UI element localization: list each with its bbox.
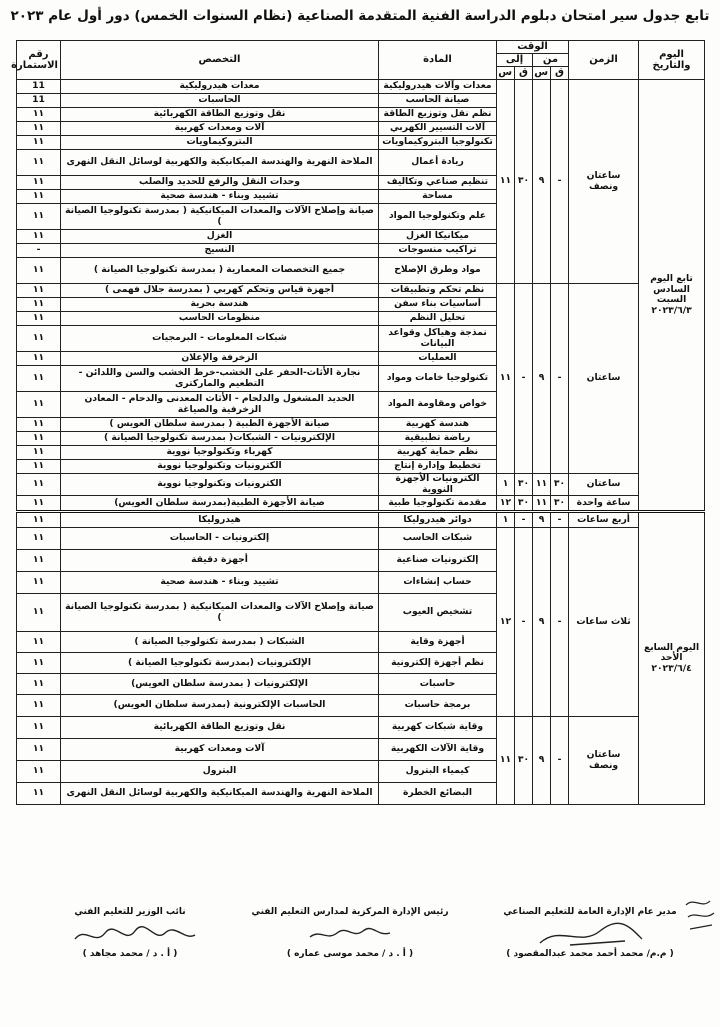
table-row (17, 717, 705, 739)
subject-cell: تنظيم صناعي وتكاليف (379, 176, 497, 190)
subject-cell: نظم نقل وتوزيع الطاقة (379, 108, 497, 122)
form-number-cell: ١١ (17, 474, 61, 496)
signature-title: نائب الوزير للتعليم الفني (74, 907, 186, 917)
subject-cell: أجهزة وقاية (379, 632, 497, 653)
form-number-cell: ١١ (17, 392, 61, 418)
signature-block-deputy-minister (40, 907, 220, 959)
duration-cell: ساعتان ونصف (569, 80, 639, 284)
form-number-cell: ١١ (17, 761, 61, 783)
form-number-cell: ١١ (17, 230, 61, 244)
spec-cell: إلكترونيات - الحاسبات (61, 528, 379, 550)
header-form-number: رقم الاستمارة (17, 41, 61, 80)
spec-cell: منظومات الحاسب (61, 312, 379, 326)
from-s-cell: ٩ (533, 512, 551, 528)
form-number-cell: ١١ (17, 150, 61, 176)
duration-cell: ساعتان (569, 284, 639, 474)
duration-cell: ساعة واحدة (569, 496, 639, 512)
header-duration: الزمن (569, 41, 639, 80)
to-s-cell: ١١ (497, 717, 515, 805)
header-from-s: س (533, 67, 551, 80)
from-s-cell: ٩ (533, 80, 551, 284)
subject-cell: دوائر هيدروليكا (379, 512, 497, 528)
subject-cell: ريادة أعمال (379, 150, 497, 176)
from-s-cell: ٩ (533, 284, 551, 474)
from-s-cell: ١١ (533, 474, 551, 496)
form-number-cell: - (17, 244, 61, 258)
header-specialization: التخصص (61, 41, 379, 80)
subject-cell: الكترونيات الأجهزة النووية (379, 474, 497, 496)
signature-block-central-admin (250, 907, 450, 959)
spec-cell: الإلكترونيات - الشبكات( بمدرسة تكنولوجيا الصيانة ) (61, 432, 379, 446)
header-day: اليوم والتاريخ (639, 41, 705, 80)
header-to-q: ق (515, 67, 533, 80)
form-number-cell: ١١ (17, 326, 61, 352)
handwritten-signature-icon (530, 917, 650, 951)
spec-cell: الكترونيات وتكنولوجيا نووية (61, 474, 379, 496)
form-number-cell: ١١ (17, 258, 61, 284)
subject-cell: مساحة (379, 190, 497, 204)
from-q-cell: ٣٠ (551, 474, 569, 496)
spec-cell: صيانة وإصلاح الآلات والمعدات الميكانيكية ( بمدرسة تكنولوجيا الصيانة ) (61, 594, 379, 632)
spec-cell: وحدات النقل والرفع للحديد والصلب (61, 176, 379, 190)
to-q-cell: - (515, 284, 533, 474)
exam-schedule-table (11, 40, 705, 805)
signature-name: ( أ . د / محمد موسى عماره ) (286, 949, 414, 959)
spec-cell: أجهزة دقيقة (61, 550, 379, 572)
spec-cell: أجهزة قياس وتحكم كهربي ( بمدرسة جلال فهمى ) (61, 284, 379, 298)
to-q-cell: ٣٠ (515, 474, 533, 496)
table-row (17, 284, 705, 298)
form-number-cell: ١١ (17, 739, 61, 761)
spec-cell: الملاحة النهرية والهندسة الميكانيكية والكهربية لوسائل النقل النهرى (61, 150, 379, 176)
signature-name: ( أ . د / محمد مجاهد ) (82, 949, 178, 959)
spec-cell: الملاحة النهرية والهندسة الميكانيكية والكهربية لوسائل النقل النهرى (61, 783, 379, 805)
subject-cell: مواد وطرق الإصلاح (379, 258, 497, 284)
subject-cell: شبكات الحاسب (379, 528, 497, 550)
spec-cell: آلات ومعدات كهربية (61, 739, 379, 761)
subject-cell: مقدمة تكنولوجيا طبية (379, 496, 497, 512)
form-number-cell: ١١ (17, 366, 61, 392)
to-s-cell: ١٢ (497, 528, 515, 717)
form-number-cell: ١١ (17, 460, 61, 474)
form-number-cell: ١١ (17, 674, 61, 695)
to-q-cell: - (515, 512, 533, 528)
subject-cell: العمليات (379, 352, 497, 366)
signatures-area (0, 905, 720, 1015)
form-number-cell: ١١ (17, 108, 61, 122)
form-number-cell: ١١ (17, 572, 61, 594)
page-title: تابع جدول سير امتحان دبلوم الدراسة الفنية المتقدمة الصناعية (نظام السنوات الخمس) دور أول عام ٢٠٢٣ (10, 8, 710, 24)
form-number-cell: ١١ (17, 312, 61, 326)
signature-title: مدير عام الإدارة العامة للتعليم الصناعي (503, 907, 677, 917)
subject-cell: أساسيات بناء سفن (379, 298, 497, 312)
day-cell: تابع اليوم السادس السبت ٢٠٢٣/٦/٣ (639, 80, 705, 512)
form-number-cell: 11 (17, 80, 61, 94)
header-from-q: ق (551, 67, 569, 80)
subject-cell: نظم أجهزة إلكترونية (379, 653, 497, 674)
to-q-cell: ٣٠ (515, 80, 533, 284)
header-to: إلى (497, 54, 533, 67)
to-q-cell: ٣٠ (515, 496, 533, 512)
form-number-cell: ١١ (17, 204, 61, 230)
duration-cell: ساعتان ونصف (569, 717, 639, 805)
subject-cell: رياضة تطبيقية (379, 432, 497, 446)
to-q-cell: - (515, 528, 533, 717)
subject-cell: تكنولوجيا البتروكيماويات (379, 136, 497, 150)
spec-cell: نقل وتوزيع الطاقة الكهربائية (61, 108, 379, 122)
spec-cell: معدات هيدروليكية (61, 80, 379, 94)
header-subject: المادة (379, 41, 497, 80)
header-to-s: س (497, 67, 515, 80)
subject-cell: صيانة الحاسب (379, 94, 497, 108)
subject-cell: نظم حماية كهربية (379, 446, 497, 460)
from-s-cell: ٩ (533, 717, 551, 805)
spec-cell: الإلكترونيات (بمدرسة تكنولوجيا الصيانة ) (61, 653, 379, 674)
to-s-cell: ١٢ (497, 496, 515, 512)
handwritten-signature-icon (70, 921, 200, 949)
subject-cell: هندسة كهربية (379, 418, 497, 432)
spec-cell: الحاسبات الإلكترونية (بمدرسة سلطان العويس) (61, 695, 379, 717)
subject-cell: تراكيب منسوجات (379, 244, 497, 258)
spec-cell: البتروكيماويات (61, 136, 379, 150)
from-q-cell: - (551, 284, 569, 474)
spec-cell: تشييد وبناء - هندسة صحية (61, 190, 379, 204)
from-q-cell: - (551, 512, 569, 528)
subject-cell: حاسبات (379, 674, 497, 695)
spec-cell: صيانة الأجهزة الطبية ( بمدرسة سلطان العويس ) (61, 418, 379, 432)
form-number-cell: ١١ (17, 594, 61, 632)
spec-cell: هيدروليكا (61, 512, 379, 528)
form-number-cell: ١١ (17, 176, 61, 190)
subject-cell: وقاية شبكات كهربية (379, 717, 497, 739)
subject-cell: ميكانيكا الغزل (379, 230, 497, 244)
spec-cell: صيانة وإصلاح الآلات والمعدات الميكانيكية ( بمدرسة تكنولوجيا الصيانة ) (61, 204, 379, 230)
spec-cell: تشييد وبناء - هندسة صحية (61, 572, 379, 594)
signature-title: رئيس الإدارة المركزية لمدارس التعليم الفني (251, 907, 449, 917)
from-s-cell: ١١ (533, 496, 551, 512)
spec-cell: الإلكترونيات ( بمدرسة سلطان العويس) (61, 674, 379, 695)
duration-cell: أربع ساعات (569, 512, 639, 528)
form-number-cell: 11 (17, 94, 61, 108)
spec-cell: آلات ومعدات كهربية (61, 122, 379, 136)
subject-cell: وقاية الآلات الكهربية (379, 739, 497, 761)
to-s-cell: ١١ (497, 284, 515, 474)
spec-cell: شبكات المعلومات - البرمجيات (61, 326, 379, 352)
subject-cell: تحليل النظم (379, 312, 497, 326)
form-number-cell: ١١ (17, 528, 61, 550)
subject-cell: إلكترونيات صناعية (379, 550, 497, 572)
table-row (17, 512, 705, 528)
subject-cell: تشخيص العيوب (379, 594, 497, 632)
form-number-cell: ١١ (17, 632, 61, 653)
form-number-cell: ١١ (17, 432, 61, 446)
to-s-cell: ١١ (497, 80, 515, 284)
spec-cell: نقل وتوزيع الطاقة الكهربائية (61, 717, 379, 739)
subject-cell: تكنولوجيا خامات ومواد (379, 366, 497, 392)
subject-cell: آلات التسيير الكهربي (379, 122, 497, 136)
table-row (17, 496, 705, 512)
duration-cell: ثلاث ساعات (569, 528, 639, 717)
form-number-cell: ١١ (17, 496, 61, 512)
margin-handwriting-icon (682, 895, 718, 935)
form-number-cell: ١١ (17, 352, 61, 366)
table-row (17, 474, 705, 496)
signature-block-general-director (490, 907, 690, 959)
subject-cell: تخطيط وإدارة إنتاج (379, 460, 497, 474)
header-from: من (533, 54, 569, 67)
subject-cell: خواص ومقاومة المواد (379, 392, 497, 418)
spec-cell: كهرباء وتكنولوجيا نووية (61, 446, 379, 460)
form-number-cell: ١١ (17, 446, 61, 460)
subject-cell: نمذجة وهياكل وقواعد البيانات (379, 326, 497, 352)
subject-cell: حساب إنشاءات (379, 572, 497, 594)
spec-cell: الحاسبات (61, 94, 379, 108)
day-cell: اليوم السابع الأحد ٢٠٢٣/٦/٤ (639, 512, 705, 805)
duration-cell: ساعتان (569, 474, 639, 496)
subject-cell: برمجة حاسبات (379, 695, 497, 717)
form-number-cell: ١١ (17, 653, 61, 674)
handwritten-signature-icon (305, 921, 395, 947)
table-row (17, 528, 705, 550)
subject-cell: نظم تحكم وتطبيقات (379, 284, 497, 298)
form-number-cell: ١١ (17, 550, 61, 572)
form-number-cell: ١١ (17, 717, 61, 739)
form-number-cell: ١١ (17, 783, 61, 805)
spec-cell: هندسة بحرية (61, 298, 379, 312)
table-row (17, 80, 705, 94)
to-s-cell: ١ (497, 512, 515, 528)
from-q-cell: - (551, 717, 569, 805)
form-number-cell: ١١ (17, 512, 61, 528)
spec-cell: نجارة الأثاث-الحفر على الخشب-خرط الخشب والسن واللدائن - التطعيم والماركترى (61, 366, 379, 392)
spec-cell: جميع التخصصات المعمارية ( بمدرسة تكنولوجيا الصيانة ) (61, 258, 379, 284)
form-number-cell: ١١ (17, 190, 61, 204)
subject-cell: علم وتكنولوجيا المواد (379, 204, 497, 230)
form-number-cell: ١١ (17, 284, 61, 298)
spec-cell: البترول (61, 761, 379, 783)
from-q-cell: ٣٠ (551, 496, 569, 512)
header-time: الوقت (497, 41, 569, 54)
spec-cell: الحديد المشغول والدلحام - الأثاث المعدنى والدحام - المعادن الزخرفية والصياغة (61, 392, 379, 418)
spec-cell: النسيج (61, 244, 379, 258)
from-q-cell: - (551, 528, 569, 717)
signature-name: ( م.م/ محمد أحمد محمد عبدالمقصود ) (506, 949, 674, 959)
spec-cell: الغزل (61, 230, 379, 244)
form-number-cell: ١١ (17, 298, 61, 312)
form-number-cell: ١١ (17, 122, 61, 136)
subject-cell: كيمياء البترول (379, 761, 497, 783)
spec-cell: الشبكات ( بمدرسة تكنولوجيا الصيانة ) (61, 632, 379, 653)
form-number-cell: ١١ (17, 136, 61, 150)
from-q-cell: - (551, 80, 569, 284)
subject-cell: البضائع الخطرة (379, 783, 497, 805)
spec-cell: صيانة الأجهزة الطبية(بمدرسة سلطان العويس) (61, 496, 379, 512)
spec-cell: الكترونيات وتكنولوجيا نووية (61, 460, 379, 474)
form-number-cell: ١١ (17, 695, 61, 717)
form-number-cell: ١١ (17, 418, 61, 432)
to-q-cell: ٣٠ (515, 717, 533, 805)
from-s-cell: ٩ (533, 528, 551, 717)
to-s-cell: ١ (497, 474, 515, 496)
spec-cell: الزخرفة والإعلان (61, 352, 379, 366)
subject-cell: معدات وآلات هيدروليكية (379, 80, 497, 94)
